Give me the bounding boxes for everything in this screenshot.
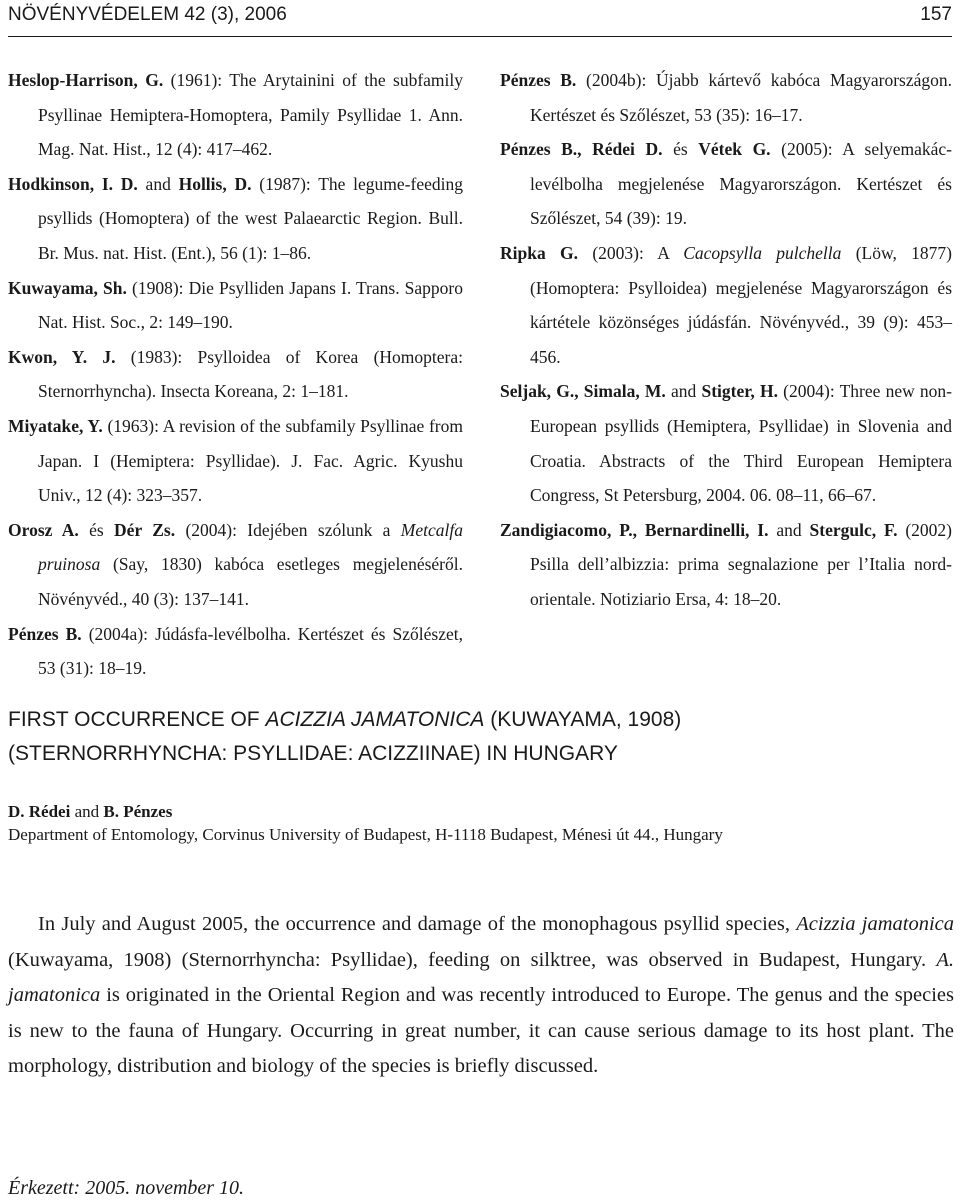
received-date: Érkezett: 2005. november 10. [8,1177,245,1199]
reference-entry: Hodkinson, I. D. and Hollis, D. (1987): The legume-feeding psyllids (Homoptera) of the west Palaearctic Region. Bull. Br. Mus. nat. Hist. (Ent.), 56 (1): 1–86. [8,173,463,263]
article-title-line-2: (STERNORRHYNCHA: PSYLLIDAE: ACIZZIINAE) IN HUNGARY [8,742,618,765]
author-affiliation: Department of Entomology, Corvinus University of Budapest, H-1118 Budapest, Ménesi út 44., Hungary [8,825,723,844]
references-right-column [500,63,952,617]
reference-entry: Heslop-Harrison, G. (1961): The Arytainini of the subfamily Psyllinae Hemiptera-Homoptera, Pamily Psyllidae 1. Ann. Mag. Nat. Hist., 12 (4): 417–462. [8,70,464,160]
header-rule [8,36,952,37]
article-title [8,703,952,771]
reference-entry: Pénzes B., Rédei D. és Vétek G. (2005): A selyemakác-levélbolha megjelenése Magyarországon. Kertészet és Szőlészet, 54 (39): 19. [500,139,952,229]
abstract: In July and August 2005, the occurrence and damage of the monophagous psyllid species, Acizzia jamatonica (Kuwayama, 1908) (Sternorrhyncha: Psyllidae), feeding on silktree, was observed in Budapest, Hungary. A. jamatonica is originated in the Oriental Region and was recently introduced to Europe. The genus and the species is new to the fauna of Hungary. Occurring in great number, it can cause serious damage to its host plant. The morphology, distribution and biology of the species is briefly discussed. [8,913,954,1077]
reference-entry: Seljak, G., Simala, M. and Stigter, H. (2004): Three new non-European psyllids (Hemiptera, Psyllidae) in Slovenia and Croatia. Abstracts of the Third European Hemiptera Congress, St Petersburg, 2004. 06. 08–11, 66–67. [500,381,953,506]
references-left-column [8,63,463,686]
reference-entry: Kuwayama, Sh. (1908): Die Psylliden Japans I. Trans. Sapporo Nat. Hist. Soc., 2: 149–190. [8,277,464,333]
reference-entry: Miyatake, Y. (1963): A revision of the subfamily Psyllinae from Japan. I (Hemiptera: Psyllidae). J. Fac. Agric. Kyushu Univ., 12 (4): 323–357. [8,415,464,506]
reference-entry: Pénzes B. (2004b): Újabb kártevő kabóca Magyarországon. Kertészet és Szőlészet, 53 (35): 16–17. [500,70,952,125]
reference-entry: Zandigiacomo, P., Bernardinelli, I. and Stergulc, F. (2002) Psilla dell’albizzia: prima segnalazione per l’Italia nord- orientale. Notiziario Ersa, 4: 18–20. [500,519,952,609]
article-authors: D. Rédei and B. Pénzes [8,802,173,821]
reference-entry: Pénzes B. (2004a): Júdásfa-levélbolha. Kertészet és Szőlészet, 53 (31): 18–19. [8,623,463,679]
article-title-line-1: FIRST OCCURRENCE OF ACIZZIA JAMATONICA (KUWAYAMA, 1908) [8,708,682,731]
page-number: 157 [920,4,952,25]
journal-header: NÖVÉNYVÉDELEM 42 (3), 2006 [8,4,287,25]
reference-entry: Orosz A. és Dér Zs. (2004): Idejében szólunk a Metcalfa pruinosa (Say, 1830) kabóca esetleges megjelenéséről. Növényvéd., 40 (3): 137–141. [8,519,463,609]
reference-entry: Ripka G. (2003): A Cacopsylla pulchella (Löw, 1877) (Homoptera: Psylloidea) megjelenése Magyarországon és kártétele közönséges júdásfán. Növényvéd., 39 (9): 453–456. [500,242,952,367]
reference-entry: Kwon, Y. J. (1983): Psylloidea of Korea (Homoptera: Sternorrhyncha). Insecta Koreana, 2: 1–181. [8,346,463,402]
